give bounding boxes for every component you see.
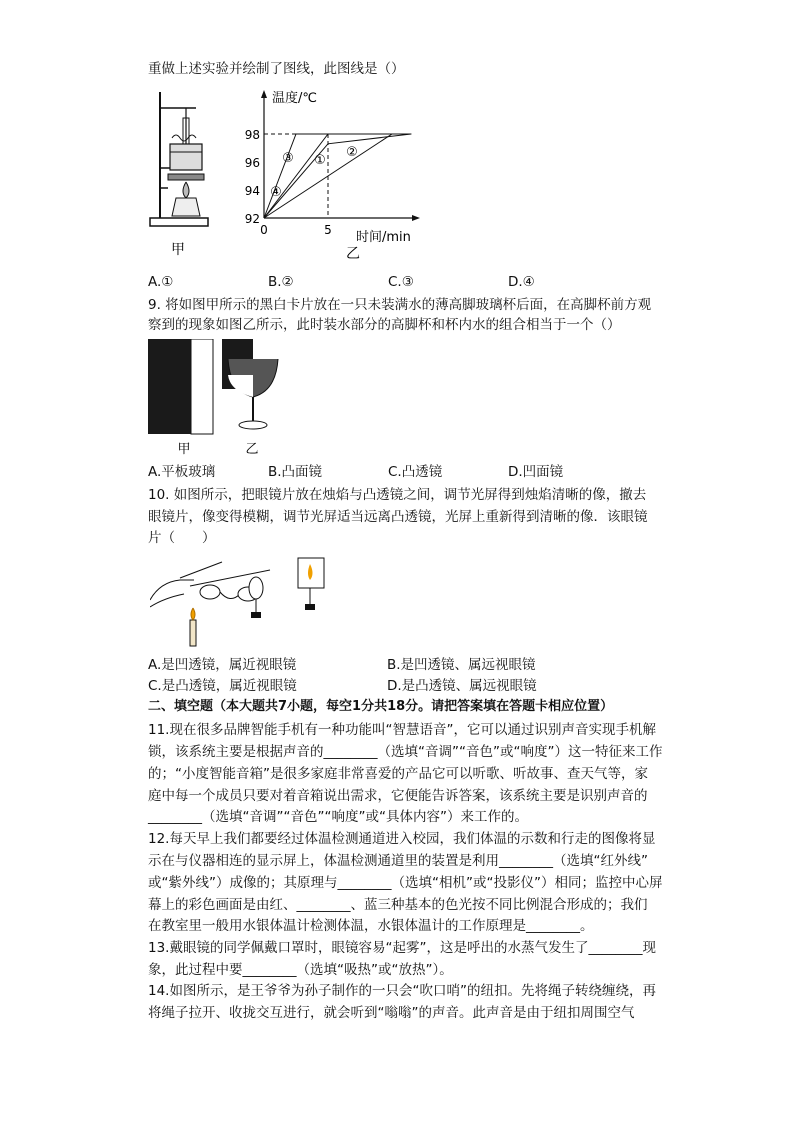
q10-option-c[interactable]: C.是凸透镜，属近视眼镜 xyxy=(148,678,297,694)
q14-line: 将绳子拉开、收拢交互进行，就会听到“嗡嗡”的声音。此声音是由于纽扣周围空气 xyxy=(148,1005,635,1021)
fig9-figure xyxy=(148,339,286,461)
series-line-2 xyxy=(264,134,411,218)
y-tick-label: 96 xyxy=(244,156,260,170)
q8-option-d[interactable]: D.④ xyxy=(508,274,535,290)
q8-intro: 重做上述实验并绘制了图线，此图线是（） xyxy=(148,61,405,77)
fig8-xlabel: 时间/min xyxy=(356,230,411,245)
y-tick-label: 98 xyxy=(244,128,260,142)
fig8-curve-labels xyxy=(270,145,358,200)
q12-line: 幕上的彩色画面是由红、________、蓝三种基本的色光按不同比例混合形成的；我们 xyxy=(148,897,648,913)
q8-option-b[interactable]: B.② xyxy=(268,274,294,290)
q12-line: 12.每天早上我们都要经过体温检测通道进入校园，我们体温的示数和行走的图像将显 xyxy=(148,831,656,847)
curve-label: ③ xyxy=(282,151,294,166)
curve-label: ④ xyxy=(270,185,282,200)
q14-line: 14.如图所示，是王爷爷为孙子制作的一只会“吹口哨”的纽扣。先将绳子转绕缠绕，再 xyxy=(148,983,656,999)
q13-line: 象，此过程中要________（选填“吸热”或“放热”）。 xyxy=(148,962,453,978)
y-tick-label: 92 xyxy=(244,212,260,226)
series-line-3 xyxy=(264,134,411,218)
fig8-ylabel: 温度/℃ xyxy=(272,91,317,106)
q11-line: ________（选填“音调”“音色”“响度”或“具体内容”）来工作的。 xyxy=(148,809,528,825)
q8-option-a[interactable]: A.① xyxy=(148,274,174,290)
x-tick-label: 0 xyxy=(260,223,268,237)
q9-line-1: 9. 将如图甲所示的黑白卡片放在一只未装满水的薄高脚玻璃杯后面，在高脚杯前方观 xyxy=(148,297,652,313)
fig8-series xyxy=(264,134,411,218)
fig10-figure xyxy=(150,552,332,648)
q8-option-c[interactable]: C.③ xyxy=(388,274,414,290)
q10-line-2: 眼镜片，像变得模糊，调节光屏适当远离凸透镜，光屏上重新得到清晰的像．该眼镜 xyxy=(148,509,648,525)
q10-option-d[interactable]: D.是凸透镜、属远视眼镜 xyxy=(387,678,537,694)
fig9-label-left: 甲 xyxy=(177,442,191,457)
q10-option-b[interactable]: B.是凹透镜、属远视眼镜 xyxy=(387,657,536,673)
q10-line-1: 10. 如图所示，把眼镜片放在烛焰与凸透镜之间，调节光屏得到烛焰清晰的像，撤去 xyxy=(148,487,647,503)
q10-option-a[interactable]: A.是凹透镜，属近视眼镜 xyxy=(148,657,297,673)
q9-option-b[interactable]: B.凸面镜 xyxy=(268,464,323,480)
fig8-graph xyxy=(238,88,428,263)
q11-line: 11.现在很多品牌智能手机有一种功能叫“智慧语音”，它可以通过识别声音实现手机解 xyxy=(148,722,656,738)
q10-line-3: 片（ ） xyxy=(148,530,216,546)
curve-label: ① xyxy=(314,153,326,168)
q9-option-d[interactable]: D.凹面镜 xyxy=(508,464,564,480)
q11-line: 庭中每一个成员只要对着音箱说出需求，它便能告诉答案，该系统主要是识别声音的 xyxy=(148,788,648,804)
section2-heading: 二、填空题（本大题共7小题，每空1分共18分。请把答案填在答题卡相应位置） xyxy=(148,699,614,714)
q11-line: 的；“小度智能音箱”是很多家庭非常喜爱的产品它可以听歌、听故事、查天气等，家 xyxy=(148,766,648,782)
series-line-1 xyxy=(264,134,411,218)
q9-line-2: 察到的现象如图乙所示，此时装水部分的高脚杯和杯内水的组合相当于一个（） xyxy=(148,317,621,333)
q12-line: 示在与仪器相连的显示屏上，体温检测通道里的装置是利用________（选填“红外线” xyxy=(148,853,648,869)
fig8-label-left: 甲 xyxy=(171,242,185,258)
fig9-label-right: 乙 xyxy=(245,442,259,457)
y-tick-label: 94 xyxy=(244,184,260,198)
q12-line: 或“紫外线”）成像的；其原理与________（选填“相机”或“投影仪”）相同；监控中心屏 xyxy=(148,875,663,891)
q12-line: 在教室里一般用水银体温计检测体温，水银体温计的工作原理是________。 xyxy=(148,918,594,934)
q9-option-c[interactable]: C.凸透镜 xyxy=(388,464,443,480)
fig8-apparatus xyxy=(148,88,212,263)
q11-line: 锁，该系统主要是根据声音的________（选填“音调”“音色”或“响度”）这一特征来工作 xyxy=(148,744,663,760)
x-tick-label: 5 xyxy=(324,223,332,237)
curve-label: ② xyxy=(346,145,358,160)
q13-line: 13.戴眼镜的同学佩戴口罩时，眼镜容易“起雾”，这是呼出的水蒸气发生了________现 xyxy=(148,940,656,956)
q9-option-a[interactable]: A.平板玻璃 xyxy=(148,464,216,480)
series-line-4 xyxy=(264,134,411,218)
fig8-label-right: 乙 xyxy=(346,246,360,262)
